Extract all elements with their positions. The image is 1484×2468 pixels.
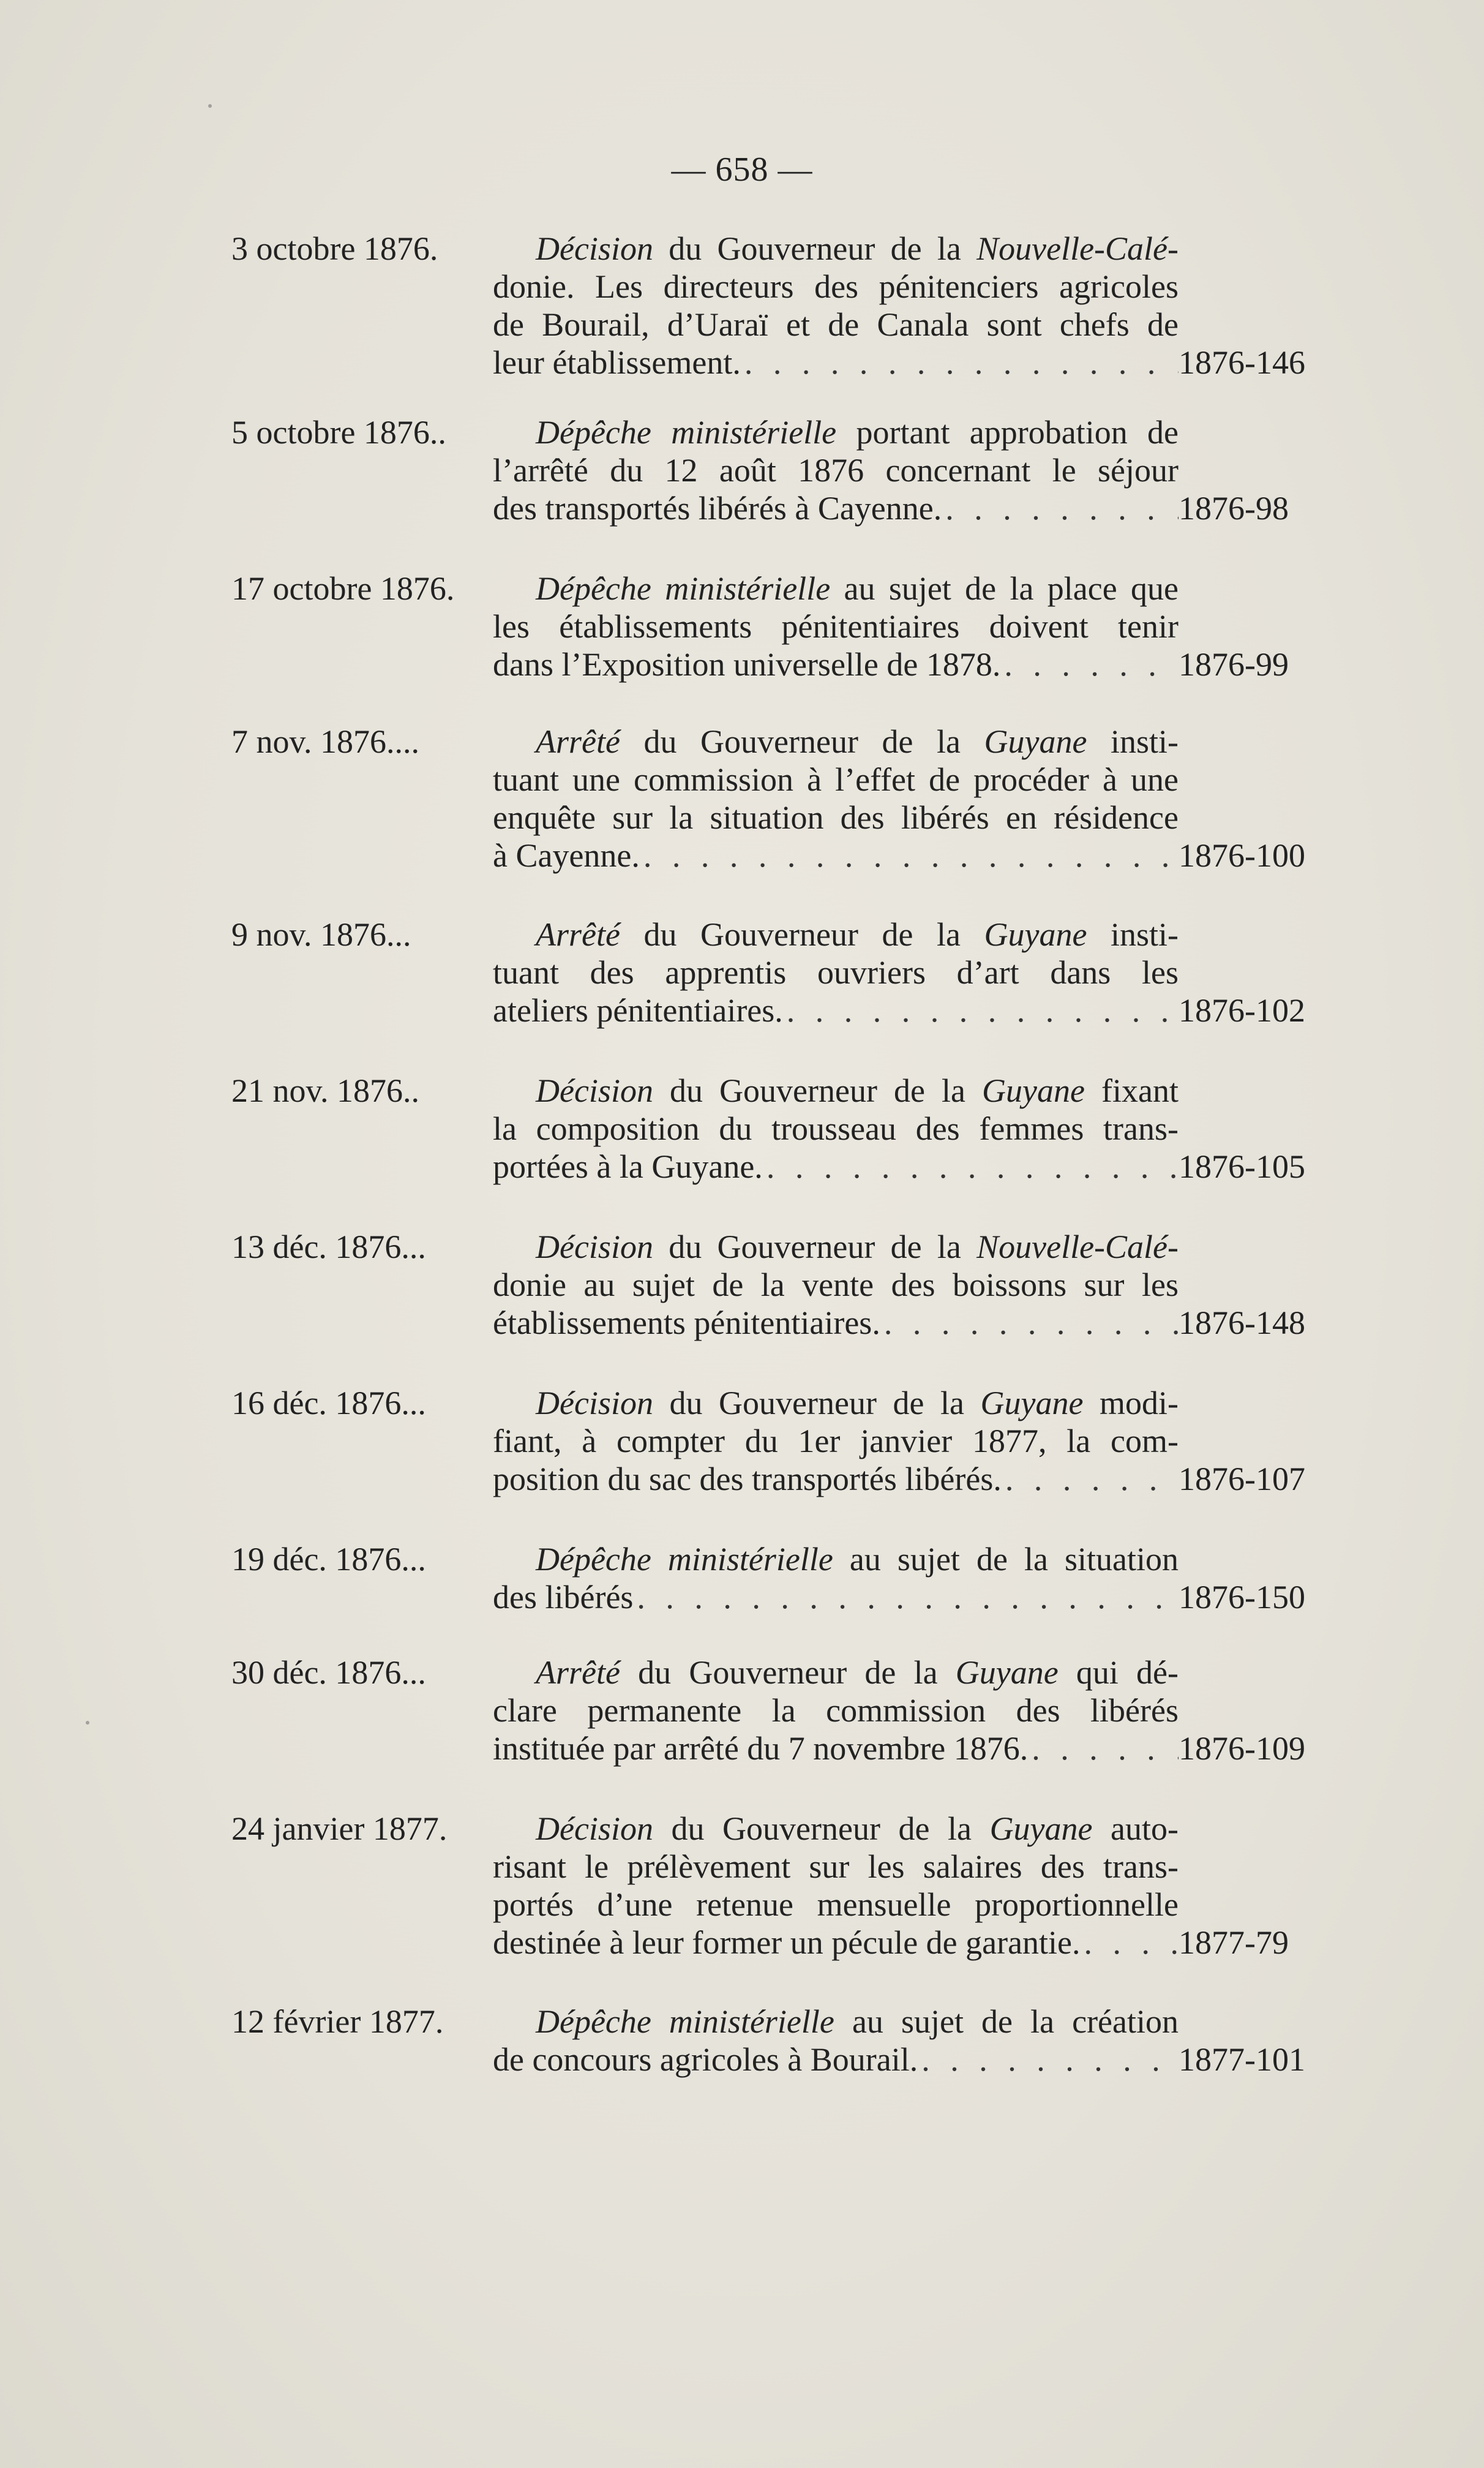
reference-number: 1876-148	[1179, 1304, 1305, 1341]
entry-date: 16 déc. 1876...	[231, 1385, 426, 1421]
description-text: des transportés libérés à Cayenne.	[493, 490, 942, 527]
description-line-last	[493, 489, 1179, 527]
entry-description	[493, 1228, 1179, 1342]
description-line	[493, 1072, 1179, 1110]
description-line: risant le prélèvement sur les salaires des trans-	[493, 1848, 1179, 1885]
document-type: Décision	[536, 1385, 653, 1421]
entry-description	[493, 2003, 1179, 2079]
dot-leader	[633, 1578, 1179, 1616]
description-line	[493, 723, 1179, 761]
entry-description	[493, 1384, 1179, 1498]
colony-name: Guyane	[980, 1385, 1084, 1421]
description-text: du Gouverneur de la	[653, 1228, 977, 1265]
description-text: leur établissement.	[493, 344, 741, 381]
colony-name: Guyane	[989, 1810, 1093, 1847]
description-line-last	[493, 1304, 1179, 1342]
description-text: du Gouverneur de la	[653, 1072, 983, 1109]
dot-leader	[1028, 1729, 1179, 1767]
description-line	[493, 2003, 1179, 2041]
colony-name: Guyane	[984, 723, 1087, 760]
dot-leader	[1000, 645, 1179, 683]
description-text: qui dé-	[1058, 1654, 1179, 1691]
entry-description	[493, 916, 1179, 1029]
description-text: instituée par arrêté du 7 novembre 1876.	[493, 1730, 1029, 1767]
entry-date: 9 nov. 1876...	[231, 916, 411, 953]
description-line: fiant, à compter du 1er janvier 1877, la com-	[493, 1423, 1179, 1459]
entry-description	[493, 570, 1179, 683]
dot-leader	[1002, 1460, 1179, 1498]
reference-number: 1876-98	[1179, 490, 1289, 527]
description-line: donie. Les directeurs des pénitenciers agricoles	[493, 268, 1179, 305]
description-line	[493, 570, 1179, 608]
description-line-last	[493, 991, 1179, 1029]
description-text: modi-	[1083, 1385, 1179, 1421]
description-line-last	[493, 645, 1179, 683]
reference-number: 1876-146	[1179, 344, 1305, 381]
description-line: portés d’une retenue mensuelle proportionnelle	[493, 1886, 1179, 1923]
document-type: Décision	[536, 1810, 653, 1847]
colony-name: Guyane	[982, 1072, 1085, 1109]
entry-description	[493, 1540, 1179, 1616]
description-line	[493, 916, 1179, 954]
description-text: des libérés	[493, 1579, 634, 1616]
entry-description	[493, 413, 1179, 527]
reference-number: 1877-79	[1179, 1924, 1289, 1961]
description-line-last	[493, 2041, 1179, 2079]
entry-date: 24 janvier 1877.	[231, 1810, 448, 1847]
colony-name: Guyane	[955, 1654, 1059, 1691]
entry-description	[493, 1072, 1179, 1186]
description-line: tuant des apprentis ouvriers d’art dans les	[493, 954, 1179, 991]
description-line: de Bourail, d’Uaraï et de Canala sont chefs de	[493, 306, 1179, 343]
description-line-last	[493, 1578, 1179, 1616]
reference-number: 1876-100	[1179, 837, 1305, 874]
dot-leader	[741, 344, 1179, 382]
description-text: au sujet de la création	[834, 2003, 1179, 2040]
description-line: donie au sujet de la vente des boissons sur les	[493, 1266, 1179, 1303]
entry-date: 3 octobre 1876.	[231, 230, 438, 267]
document-type: Arrêté	[536, 1654, 620, 1691]
description-line-last	[493, 1729, 1179, 1767]
document-type: Dépêche ministérielle	[536, 1541, 833, 1578]
colony-name: Nouvelle-Calé-	[976, 1228, 1179, 1265]
description-text: du Gouverneur de la	[653, 1810, 990, 1847]
document-type: Dépêche ministérielle	[536, 414, 837, 451]
description-line: l’arrêté du 12 août 1876 concernant le séjour	[493, 452, 1179, 489]
dot-leader	[918, 2041, 1179, 2079]
description-line: clare permanente la commission des libérés	[493, 1692, 1179, 1729]
description-text: portées à la Guyane.	[493, 1148, 763, 1185]
description-text: ateliers pénitentiaires.	[493, 992, 783, 1029]
description-line-last	[493, 1924, 1179, 1962]
description-text: portant approbation de	[836, 414, 1179, 451]
entry-description	[493, 1653, 1179, 1767]
paper-speck	[86, 1721, 89, 1725]
description-line-last	[493, 1148, 1179, 1186]
reference-number: 1876-99	[1179, 646, 1289, 683]
description-text: destinée à leur former un pécule de garantie.	[493, 1924, 1081, 1961]
description-text: de concours agricoles à Bourail.	[493, 2041, 918, 2078]
page-number: — 658 —	[671, 151, 813, 189]
description-line: tuant une commission à l’effet de procéder à une	[493, 761, 1179, 798]
document-type: Arrêté	[536, 723, 620, 760]
description-text: du Gouverneur de la	[653, 230, 977, 267]
description-text: insti-	[1087, 916, 1179, 953]
description-text: au sujet de la situation	[833, 1541, 1179, 1578]
dot-leader	[880, 1304, 1179, 1342]
reference-number: 1876-150	[1179, 1579, 1305, 1616]
colony-name: Guyane	[984, 916, 1087, 953]
dot-leader	[783, 991, 1179, 1029]
description-text: établissements pénitentiaires.	[493, 1304, 880, 1341]
description-line-last	[493, 1460, 1179, 1498]
colony-name: Nouvelle-Calé-	[976, 230, 1179, 267]
description-text: au sujet de la place que	[830, 570, 1179, 607]
entry-description	[493, 723, 1179, 875]
document-type: Dépêche ministérielle	[536, 2003, 834, 2040]
description-text: dans l’Exposition universelle de 1878.	[493, 646, 1001, 683]
entry-date: 13 déc. 1876...	[231, 1228, 426, 1265]
description-line: les établissements pénitentiaires doivent tenir	[493, 608, 1179, 645]
description-line-last	[493, 344, 1179, 382]
description-line	[493, 1228, 1179, 1266]
description-text: à Cayenne.	[493, 837, 640, 874]
entry-date: 30 déc. 1876...	[231, 1654, 426, 1691]
description-text: auto-	[1092, 1810, 1179, 1847]
entry-description	[493, 1810, 1179, 1962]
document-type: Décision	[536, 230, 653, 267]
dot-leader	[1081, 1924, 1179, 1962]
document-type: Dépêche ministérielle	[536, 570, 831, 607]
reference-number: 1876-105	[1179, 1148, 1305, 1185]
description-line	[493, 1653, 1179, 1691]
description-line	[493, 230, 1179, 268]
paper-speck	[208, 104, 212, 108]
description-line	[493, 1540, 1179, 1578]
description-text: du Gouverneur de la	[620, 1654, 956, 1691]
reference-number: 1876-107	[1179, 1461, 1305, 1497]
description-line	[493, 413, 1179, 451]
entry-date: 21 nov. 1876..	[231, 1072, 419, 1109]
description-line	[493, 1384, 1179, 1422]
entry-date: 12 février 1877.	[231, 2003, 444, 2040]
description-line	[493, 1810, 1179, 1848]
description-text: insti-	[1087, 723, 1179, 760]
dot-leader	[640, 837, 1179, 875]
document-type: Arrêté	[536, 916, 620, 953]
description-line: la composition du trousseau des femmes trans-	[493, 1110, 1179, 1147]
entry-date: 5 octobre 1876..	[231, 414, 446, 451]
document-type: Décision	[536, 1228, 653, 1265]
description-text: du Gouverneur de la	[653, 1385, 981, 1421]
reference-number: 1877-101	[1179, 2041, 1305, 2078]
dot-leader	[763, 1148, 1179, 1186]
entry-description	[493, 230, 1179, 382]
description-text: fixant	[1084, 1072, 1179, 1109]
entry-date: 7 nov. 1876....	[231, 723, 419, 760]
document-type: Décision	[536, 1072, 653, 1109]
description-text: du Gouverneur de la	[620, 723, 984, 760]
reference-number: 1876-102	[1179, 992, 1305, 1029]
description-text: du Gouverneur de la	[620, 916, 984, 953]
dot-leader	[942, 489, 1179, 527]
entry-date: 19 déc. 1876...	[231, 1541, 426, 1578]
description-line-last	[493, 837, 1179, 875]
description-line: enquête sur la situation des libérés en résidence	[493, 799, 1179, 836]
entry-date: 17 octobre 1876.	[231, 570, 455, 607]
description-text: position du sac des transportés libérés.	[493, 1461, 1002, 1497]
reference-number: 1876-109	[1179, 1730, 1305, 1767]
